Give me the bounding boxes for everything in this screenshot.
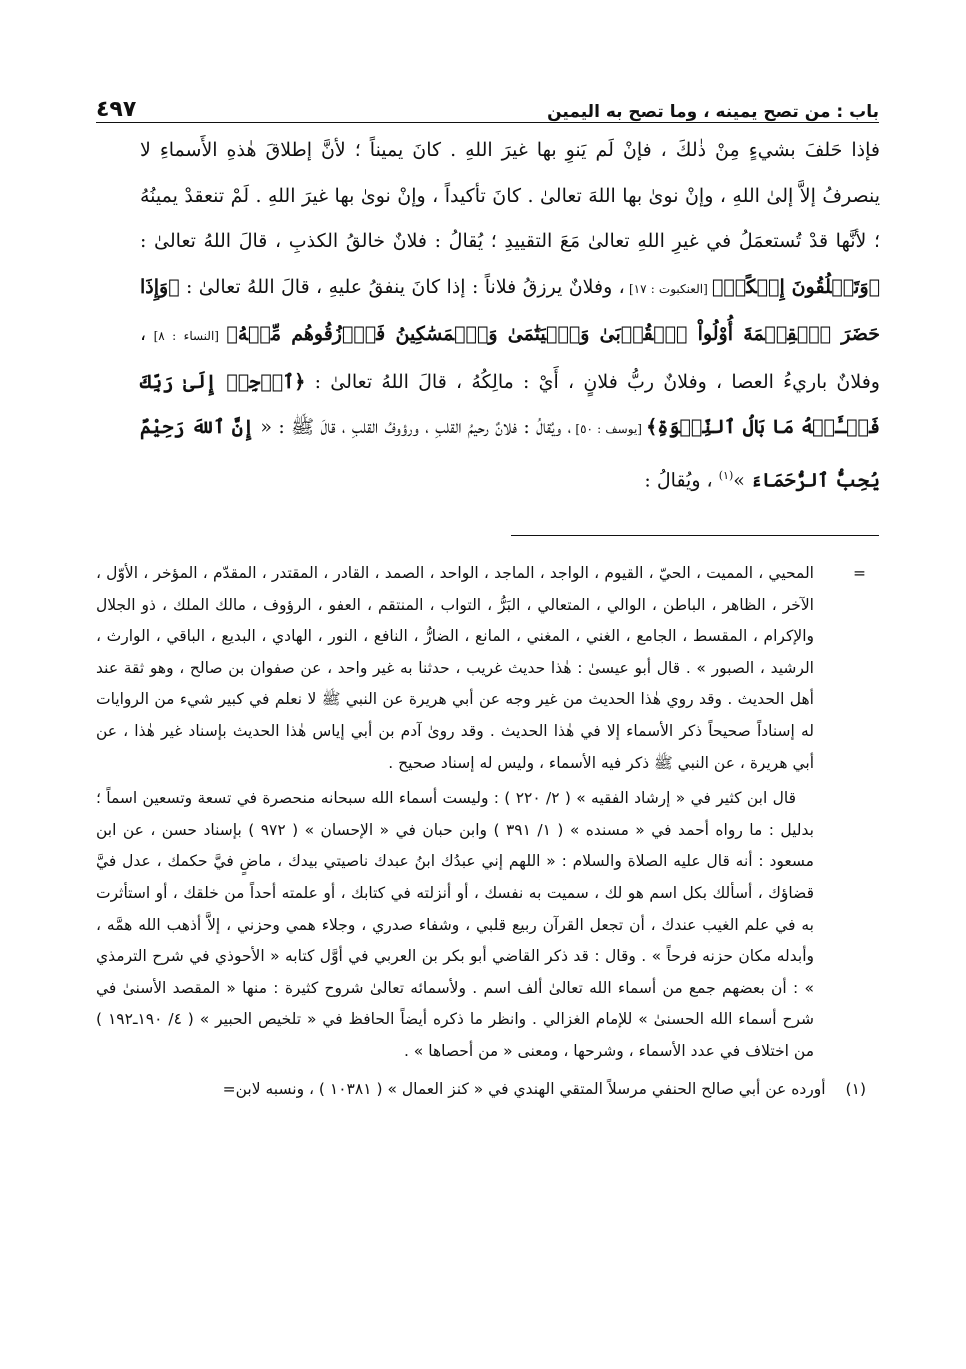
page-header xyxy=(96,84,879,122)
text-segment-2: ، وفلانٌ يرزقُ فلاناً : إذا كانَ ينفقُ عليهِ ، قالَ اللهُ تعالىٰ : xyxy=(179,275,625,298)
footnote-1 xyxy=(96,1074,866,1106)
footnote-continuation xyxy=(96,558,866,779)
footnote-1-text: أورده عن أبي صالح الحنفي مرسلاً المتقي الهندي في « كنز العمال » ( ١٠٣٨١ ) ، ونسبه لابن= xyxy=(222,1079,826,1098)
text-segment-6: ، ويُقالُ : xyxy=(644,468,719,491)
text-segment-4: ، ويُقالُ : فلانٌ رحيمُ القلبِ ، ورؤوفُ القلبِ ، قالَ ﷺ : « xyxy=(254,416,572,438)
continuation-mark: = xyxy=(853,564,866,582)
continuation-text: المحيي ، المميت ، الحيّ ، القيوم ، الواجد ، الماجد ، الواحد ، الصمد ، القادر ، المقتدر ، المقدّم ، المؤخر ، الأوّل ، الآخر ، الظاهر ، الباطن ، الوالي ، المتعالي ، البَرُّ ، التواب ، المنتقم ، العفو ، الرؤوف ، مالك الملك ، ذو الجلال والإكرام ، المقسط ، الجامع ، الغني ، المغني ، المانع ، الضارُّ ، النافع ، النور ، الهادي ، البديع ، الباقي ، الوارث ، الرشيد ، الصبور » . قال أبو عيسىٰ : هٰذا حديث غريب ، حدثنا به غير واحد ، عن صفوان بن صالح ، وهو ثقة عند أهل الحديث . وقد روي هٰذا الحديث من غير وجه عن أبي هريرة عن النبي ﷺ لا نعلم في كبير شيء من الروايات له إسناداً صحيحاً ذكر الأسماء إلا في هٰذا الحديث . وقد روىٰ آدم بن أبي إياس هٰذا الحديث بإسناد غير هٰذا ، عن أبي هريرة ، عن النبي ﷺ ذكر فيه الأسماء ، وليس له إسناد صحيح . xyxy=(96,564,814,772)
text-segment-5: » xyxy=(733,468,751,491)
ibn-kathir-note: قال ابن كثير في « إرشاد الفقيه » ( ٢/ ٢٢٠ ) : وليست أسماء الله سبحانه منحصرة في تسعة وتسعين اسماً ؛ بدليل : ما رواه أحمد في « مسنده » ( ١/ ٣٩١ ) وابن حبان في « الإحسان » ( ٩٧٢ ) بإسناد حسن ، عن ابن مسعود : أنه قال عليه الصلاة والسلام : « اللهم إني عبدُك ابنُ عبدك ناصيتي بيدك ، ماضٍ فيَّ حكمك ، عدل فيَّ قضاؤك ، أسألك بكل اسم هو لك ، سميت به نفسك ، أو أنزلته في كتابك ، أو علمته أحداً من خلقك ، أو استأثرت به في علم الغيب عندك ، أن تجعل القرآن ربيع قلبي ، وشفاء صدري ، وجلاء همي وحزني ، إلاَّ أذهب الله همَّه ، وأبدله مكان حزنه فرحاً » . وقال : قد ذكر القاضي أبو بكر بن العربي في أوَّل كتابه « الأحوذي في شرح الترمذي » : أن بعضهم جمع من أسماء الله تعالىٰ ألف اسم . ولأسمائه تعالىٰ شروح كثيرة : منها « المقصد الأسنىٰ في شرح أسماء الله الحسنىٰ » للإمام الغزالي . وانظر ما ذكره أيضاً الحافظ في « تلخيص الحبير » ( ٤/ ١٩٠ـ١٩٢ ) من اختلاف في عدد الأسماء ، وشرحها ، ومعنى « من أحصاها » . xyxy=(96,789,815,1060)
page-number: ٤٩٧ xyxy=(96,97,137,122)
header-rule xyxy=(96,122,879,123)
footnote-1-number: (١) xyxy=(845,1079,866,1098)
quran-verse-3: ﴿ٱرۡجِعۡ إِلَىٰ رَبِّكَ فَسۡـَٔلۡهُ مَا بَالُ ٱلنِّسۡوَةِ﴾ xyxy=(140,370,881,438)
running-title: باب : من تصح يمينه ، وما تصح به اليمين xyxy=(547,102,879,122)
quran-verse-2: ﴿وَإِذَا حَضَرَ ٱلۡقِسۡمَةَ أُوْلُواْ ٱلۡقُرۡبَىٰ وَٱلۡيَتَٰمَىٰ وَٱلۡمَسَٰكِينُ فَٱرۡزُقُوهُم مِّنۡهُ﴾ xyxy=(140,275,880,345)
footnote-separator xyxy=(511,535,879,536)
text-segment-3: ، وفلانٌ باريءُ العصا ، وفلانٌ ربُّ فلانٍ ، أَيْ : مالِكُهُ ، قالَ اللهُ تعالىٰ : xyxy=(140,323,880,393)
verse-reference-2: [النساء : ٨] xyxy=(146,329,227,343)
verse-reference-1: [العنكبوت : ١٧] xyxy=(624,281,712,296)
main-paragraph xyxy=(140,128,880,503)
verse-reference-3: [يوسف : ٥٠] xyxy=(571,422,647,436)
footnote-marker-1[interactable]: (١) xyxy=(718,468,734,482)
quran-verse-1: ﴿وَتَخۡلُقُونَ إِفۡكًاۚ﴾ xyxy=(711,275,881,298)
hadith-quote: إِنَّ ٱللهَ رَحِيْمٌ يُحِبُّ ٱلرُّحَمَاءَ xyxy=(140,416,880,491)
main-text xyxy=(140,128,880,503)
footnotes-section xyxy=(96,558,866,1105)
text-segment-1: فإذا حَلفَ بشيءٍ مِنْ ذٰلكَ ، فإنْ لَم يَنوِ بها غيرَ اللهِ . كانَ يميناً ؛ لأنَّ إطلاقَ هٰذهِ الأَسماءِ لا ينصرفُ إلاَّ إلىٰ اللهِ ، وإنْ نوىٰ بها اللهَ تعالىٰ . كانَ تأكيداً ، وإنْ نوىٰ بها غيرَ اللهِ . لَمْ تنعقدْ يمينُهُ ؛ لأنَّها قدْ تُستعمَلُ في غيرِ اللهِ تعالىٰ مَعَ التقييدِ ؛ يُقالُ : فلانٌ خالقُ الكذبِ ، قالَ اللهُ تعالىٰ : xyxy=(140,139,880,252)
